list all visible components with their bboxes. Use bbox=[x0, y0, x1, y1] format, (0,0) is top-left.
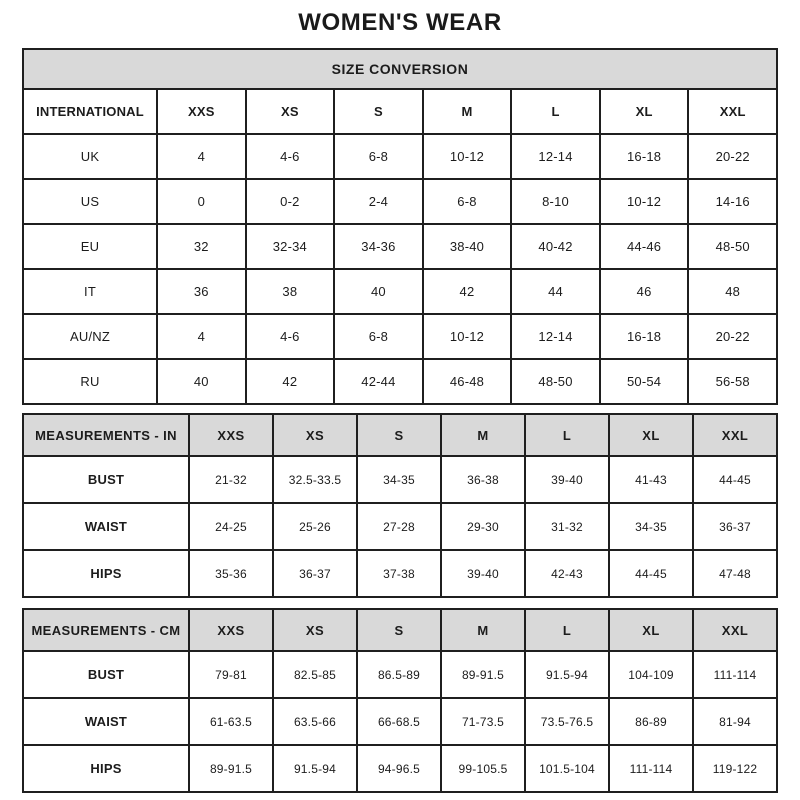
table-row bbox=[23, 269, 777, 314]
measurements-in-table bbox=[22, 413, 778, 598]
row-label: IT bbox=[23, 269, 157, 314]
value-cell: 44-46 bbox=[600, 224, 689, 269]
size-col-header: XXL bbox=[693, 414, 777, 456]
value-cell: 36-37 bbox=[273, 550, 357, 597]
table-row bbox=[23, 456, 777, 503]
value-cell: 34-35 bbox=[609, 503, 693, 550]
size-header-row bbox=[23, 609, 777, 651]
value-cell: 86-89 bbox=[609, 698, 693, 745]
size-col-header: XL bbox=[600, 89, 689, 134]
table-row bbox=[23, 179, 777, 224]
size-col-header: XL bbox=[609, 609, 693, 651]
value-cell: 36 bbox=[157, 269, 246, 314]
row-label: BUST bbox=[23, 651, 189, 698]
row-label: RU bbox=[23, 359, 157, 404]
value-cell: 36-38 bbox=[441, 456, 525, 503]
value-cell: 111-114 bbox=[609, 745, 693, 792]
value-cell: 46 bbox=[600, 269, 689, 314]
value-cell: 41-43 bbox=[609, 456, 693, 503]
size-col-header: XXS bbox=[157, 89, 246, 134]
value-cell: 24-25 bbox=[189, 503, 273, 550]
value-cell: 38-40 bbox=[423, 224, 512, 269]
size-col-header: L bbox=[525, 609, 609, 651]
value-cell: 71-73.5 bbox=[441, 698, 525, 745]
value-cell: 34-35 bbox=[357, 456, 441, 503]
size-col-header: XXL bbox=[693, 609, 777, 651]
value-cell: 21-32 bbox=[189, 456, 273, 503]
value-cell: 2-4 bbox=[334, 179, 423, 224]
table-row bbox=[23, 651, 777, 698]
size-col-header: S bbox=[357, 414, 441, 456]
value-cell: 66-68.5 bbox=[357, 698, 441, 745]
table-row bbox=[23, 134, 777, 179]
value-cell: 40-42 bbox=[511, 224, 600, 269]
value-cell: 119-122 bbox=[693, 745, 777, 792]
value-cell: 91.5-94 bbox=[273, 745, 357, 792]
size-col-header: M bbox=[441, 414, 525, 456]
value-cell: 32.5-33.5 bbox=[273, 456, 357, 503]
value-cell: 6-8 bbox=[334, 314, 423, 359]
value-cell: 36-37 bbox=[693, 503, 777, 550]
value-cell: 29-30 bbox=[441, 503, 525, 550]
value-cell: 10-12 bbox=[600, 179, 689, 224]
value-cell: 32-34 bbox=[246, 224, 335, 269]
value-cell: 42 bbox=[246, 359, 335, 404]
row-label: WAIST bbox=[23, 698, 189, 745]
value-cell: 39-40 bbox=[525, 456, 609, 503]
value-cell: 10-12 bbox=[423, 314, 512, 359]
value-cell: 39-40 bbox=[441, 550, 525, 597]
size-col-header: XS bbox=[273, 414, 357, 456]
size-col-header: S bbox=[334, 89, 423, 134]
value-cell: 42-43 bbox=[525, 550, 609, 597]
row-label: HIPS bbox=[23, 550, 189, 597]
value-cell: 4 bbox=[157, 134, 246, 179]
value-cell: 48 bbox=[688, 269, 777, 314]
row-label: WAIST bbox=[23, 503, 189, 550]
size-col-header: XS bbox=[273, 609, 357, 651]
size-col-header: M bbox=[441, 609, 525, 651]
size-header-label: MEASUREMENTS - CM bbox=[23, 609, 189, 651]
value-cell: 63.5-66 bbox=[273, 698, 357, 745]
size-conversion-table bbox=[22, 48, 778, 405]
value-cell: 40 bbox=[157, 359, 246, 404]
row-label: EU bbox=[23, 224, 157, 269]
value-cell: 89-91.5 bbox=[189, 745, 273, 792]
table-row bbox=[23, 503, 777, 550]
size-conversion-title: SIZE CONVERSION bbox=[23, 49, 777, 89]
table-row bbox=[23, 314, 777, 359]
value-cell: 94-96.5 bbox=[357, 745, 441, 792]
row-label: BUST bbox=[23, 456, 189, 503]
size-header-row bbox=[23, 414, 777, 456]
value-cell: 16-18 bbox=[600, 134, 689, 179]
value-cell: 38 bbox=[246, 269, 335, 314]
value-cell: 27-28 bbox=[357, 503, 441, 550]
value-cell: 91.5-94 bbox=[525, 651, 609, 698]
size-col-header: L bbox=[511, 89, 600, 134]
value-cell: 0 bbox=[157, 179, 246, 224]
value-cell: 48-50 bbox=[688, 224, 777, 269]
value-cell: 4-6 bbox=[246, 134, 335, 179]
value-cell: 73.5-76.5 bbox=[525, 698, 609, 745]
value-cell: 81-94 bbox=[693, 698, 777, 745]
size-header-label: INTERNATIONAL bbox=[23, 89, 157, 134]
table-row bbox=[23, 550, 777, 597]
size-col-header: XL bbox=[609, 414, 693, 456]
value-cell: 16-18 bbox=[600, 314, 689, 359]
value-cell: 35-36 bbox=[189, 550, 273, 597]
row-label: HIPS bbox=[23, 745, 189, 792]
value-cell: 34-36 bbox=[334, 224, 423, 269]
row-label: AU/NZ bbox=[23, 314, 157, 359]
value-cell: 56-58 bbox=[688, 359, 777, 404]
size-col-header: S bbox=[357, 609, 441, 651]
value-cell: 4 bbox=[157, 314, 246, 359]
value-cell: 86.5-89 bbox=[357, 651, 441, 698]
value-cell: 37-38 bbox=[357, 550, 441, 597]
table-row bbox=[23, 224, 777, 269]
value-cell: 42-44 bbox=[334, 359, 423, 404]
value-cell: 6-8 bbox=[334, 134, 423, 179]
value-cell: 14-16 bbox=[688, 179, 777, 224]
value-cell: 4-6 bbox=[246, 314, 335, 359]
value-cell: 99-105.5 bbox=[441, 745, 525, 792]
table-row bbox=[23, 359, 777, 404]
value-cell: 0-2 bbox=[246, 179, 335, 224]
size-header-label: MEASUREMENTS - IN bbox=[23, 414, 189, 456]
table-row bbox=[23, 745, 777, 792]
size-col-header: XS bbox=[246, 89, 335, 134]
size-col-header: XXS bbox=[189, 609, 273, 651]
table-row bbox=[23, 698, 777, 745]
value-cell: 61-63.5 bbox=[189, 698, 273, 745]
value-cell: 79-81 bbox=[189, 651, 273, 698]
value-cell: 12-14 bbox=[511, 134, 600, 179]
value-cell: 44-45 bbox=[609, 550, 693, 597]
value-cell: 101.5-104 bbox=[525, 745, 609, 792]
value-cell: 32 bbox=[157, 224, 246, 269]
page-title: WOMEN'S WEAR bbox=[298, 9, 502, 36]
value-cell: 47-48 bbox=[693, 550, 777, 597]
size-col-header: L bbox=[525, 414, 609, 456]
value-cell: 31-32 bbox=[525, 503, 609, 550]
value-cell: 42 bbox=[423, 269, 512, 314]
size-col-header: M bbox=[423, 89, 512, 134]
row-label: UK bbox=[23, 134, 157, 179]
measurements-cm-table bbox=[22, 608, 778, 793]
value-cell: 40 bbox=[334, 269, 423, 314]
value-cell: 48-50 bbox=[511, 359, 600, 404]
value-cell: 8-10 bbox=[511, 179, 600, 224]
value-cell: 104-109 bbox=[609, 651, 693, 698]
value-cell: 6-8 bbox=[423, 179, 512, 224]
value-cell: 25-26 bbox=[273, 503, 357, 550]
value-cell: 10-12 bbox=[423, 134, 512, 179]
value-cell: 50-54 bbox=[600, 359, 689, 404]
value-cell: 44 bbox=[511, 269, 600, 314]
value-cell: 111-114 bbox=[693, 651, 777, 698]
row-label: US bbox=[23, 179, 157, 224]
value-cell: 44-45 bbox=[693, 456, 777, 503]
size-header-row bbox=[23, 89, 777, 134]
value-cell: 20-22 bbox=[688, 314, 777, 359]
value-cell: 82.5-85 bbox=[273, 651, 357, 698]
value-cell: 89-91.5 bbox=[441, 651, 525, 698]
value-cell: 20-22 bbox=[688, 134, 777, 179]
size-col-header: XXL bbox=[688, 89, 777, 134]
value-cell: 12-14 bbox=[511, 314, 600, 359]
size-conversion-title-row bbox=[23, 49, 777, 89]
value-cell: 46-48 bbox=[423, 359, 512, 404]
size-col-header: XXS bbox=[189, 414, 273, 456]
